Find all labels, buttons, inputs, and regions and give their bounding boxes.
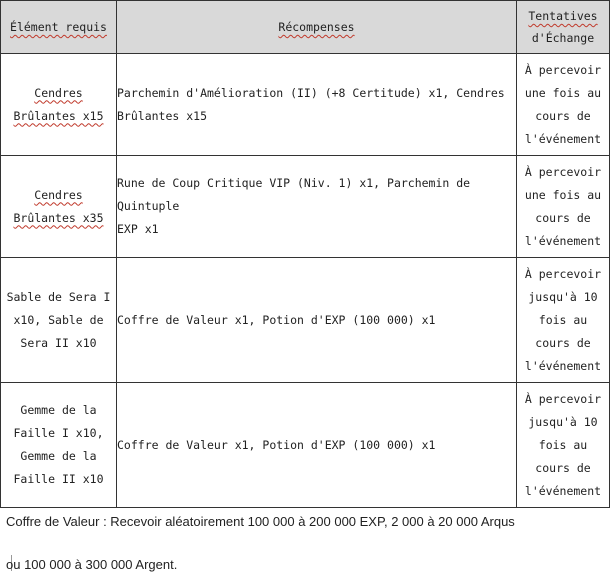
header-rewards-label: Récompenses bbox=[278, 20, 355, 34]
header-tries-label-2: d'Échange bbox=[531, 31, 595, 45]
cell-tries bbox=[517, 54, 610, 156]
cell-tries-line: cours de bbox=[535, 460, 591, 475]
cell-tries bbox=[517, 383, 610, 508]
cell-reward bbox=[117, 258, 517, 383]
table-header-row bbox=[1, 1, 610, 54]
cell-reward-line: EXP x1 bbox=[117, 222, 159, 236]
cell-tries-line: cours de bbox=[535, 210, 591, 225]
cell-item-line: x10, Sable de bbox=[13, 312, 104, 327]
cell-item-line: Gemme de la bbox=[20, 449, 97, 463]
table-row bbox=[1, 156, 610, 258]
cell-tries-line: À percevoir bbox=[524, 62, 602, 77]
cell-tries-line: fois au bbox=[538, 312, 588, 327]
cell-tries-line: À percevoir bbox=[524, 266, 602, 281]
cell-tries-line: cours de bbox=[535, 108, 591, 123]
cell-reward bbox=[117, 383, 517, 508]
table-row bbox=[1, 383, 610, 508]
cell-reward-line: Brûlantes x15 bbox=[117, 108, 208, 123]
cell-tries-line: l'événement bbox=[524, 131, 602, 146]
cell-tries-line: l'événement bbox=[524, 358, 602, 373]
header-tries bbox=[517, 1, 610, 54]
cell-item-line: Brûlantes x35 bbox=[13, 210, 104, 225]
cell-reward bbox=[117, 54, 517, 156]
cell-item bbox=[1, 156, 117, 258]
cell-item-line: Sera II x10 bbox=[20, 335, 97, 350]
table-row bbox=[1, 54, 610, 156]
cell-reward bbox=[117, 156, 517, 258]
header-rewards bbox=[117, 1, 517, 54]
cell-tries bbox=[517, 156, 610, 258]
cell-reward-line: Coffre de Valeur x1, Potion d'EXP (100 000) x1 bbox=[117, 312, 436, 327]
cell-item-line: Sable de Sera I bbox=[6, 289, 111, 304]
cell-tries-line: une fois au bbox=[524, 187, 602, 202]
note-coffre-valeur: Coffre de Valeur : Recevoir aléatoirement 100 000 à 200 000 EXP, 2 000 à 20 000 Arqus bbox=[6, 514, 515, 529]
cell-item-line: Cendres bbox=[34, 187, 83, 202]
cell-tries-line: À percevoir bbox=[524, 164, 602, 179]
header-item-label: Élément requis bbox=[10, 20, 107, 34]
cell-reward-line: Rune de Coup Critique VIP (Niv. 1) x1, Parchemin de Quintuple bbox=[117, 176, 471, 213]
cell-tries-line: l'événement bbox=[524, 233, 602, 248]
cell-item-line: Faille II x10 bbox=[13, 472, 104, 486]
cell-item bbox=[1, 383, 117, 508]
cell-tries-line: fois au bbox=[538, 437, 588, 452]
cell-tries bbox=[517, 258, 610, 383]
cell-tries-line: une fois au bbox=[524, 85, 602, 100]
cell-item bbox=[1, 54, 117, 156]
cell-tries-line: l'événement bbox=[524, 483, 602, 498]
cell-reward-line: Coffre de Valeur x1, Potion d'EXP (100 000) x1 bbox=[117, 437, 436, 452]
table-row bbox=[1, 258, 610, 383]
cell-item-line: Gemme de la bbox=[20, 403, 97, 417]
cell-tries-line: À percevoir bbox=[524, 391, 602, 406]
header-item bbox=[1, 1, 117, 54]
cell-tries-line: jusqu'à 10 bbox=[528, 414, 598, 429]
cell-item bbox=[1, 258, 117, 383]
cell-tries-line: cours de bbox=[535, 335, 591, 350]
cell-tries-line: jusqu'à 10 bbox=[528, 289, 598, 304]
note-coffre-valeur-cont: ou 100 000 à 300 000 Argent. bbox=[6, 557, 178, 572]
cell-item-line: Cendres bbox=[34, 85, 83, 100]
cell-reward-line: Parchemin d'Amélioration (II) (+8 Certitude) x1, Cendres bbox=[117, 85, 505, 100]
cell-item-line: Faille I x10, bbox=[13, 426, 104, 440]
header-tries-label-1: Tentatives bbox=[528, 9, 598, 23]
cell-item-line: Brûlantes x15 bbox=[13, 108, 104, 123]
